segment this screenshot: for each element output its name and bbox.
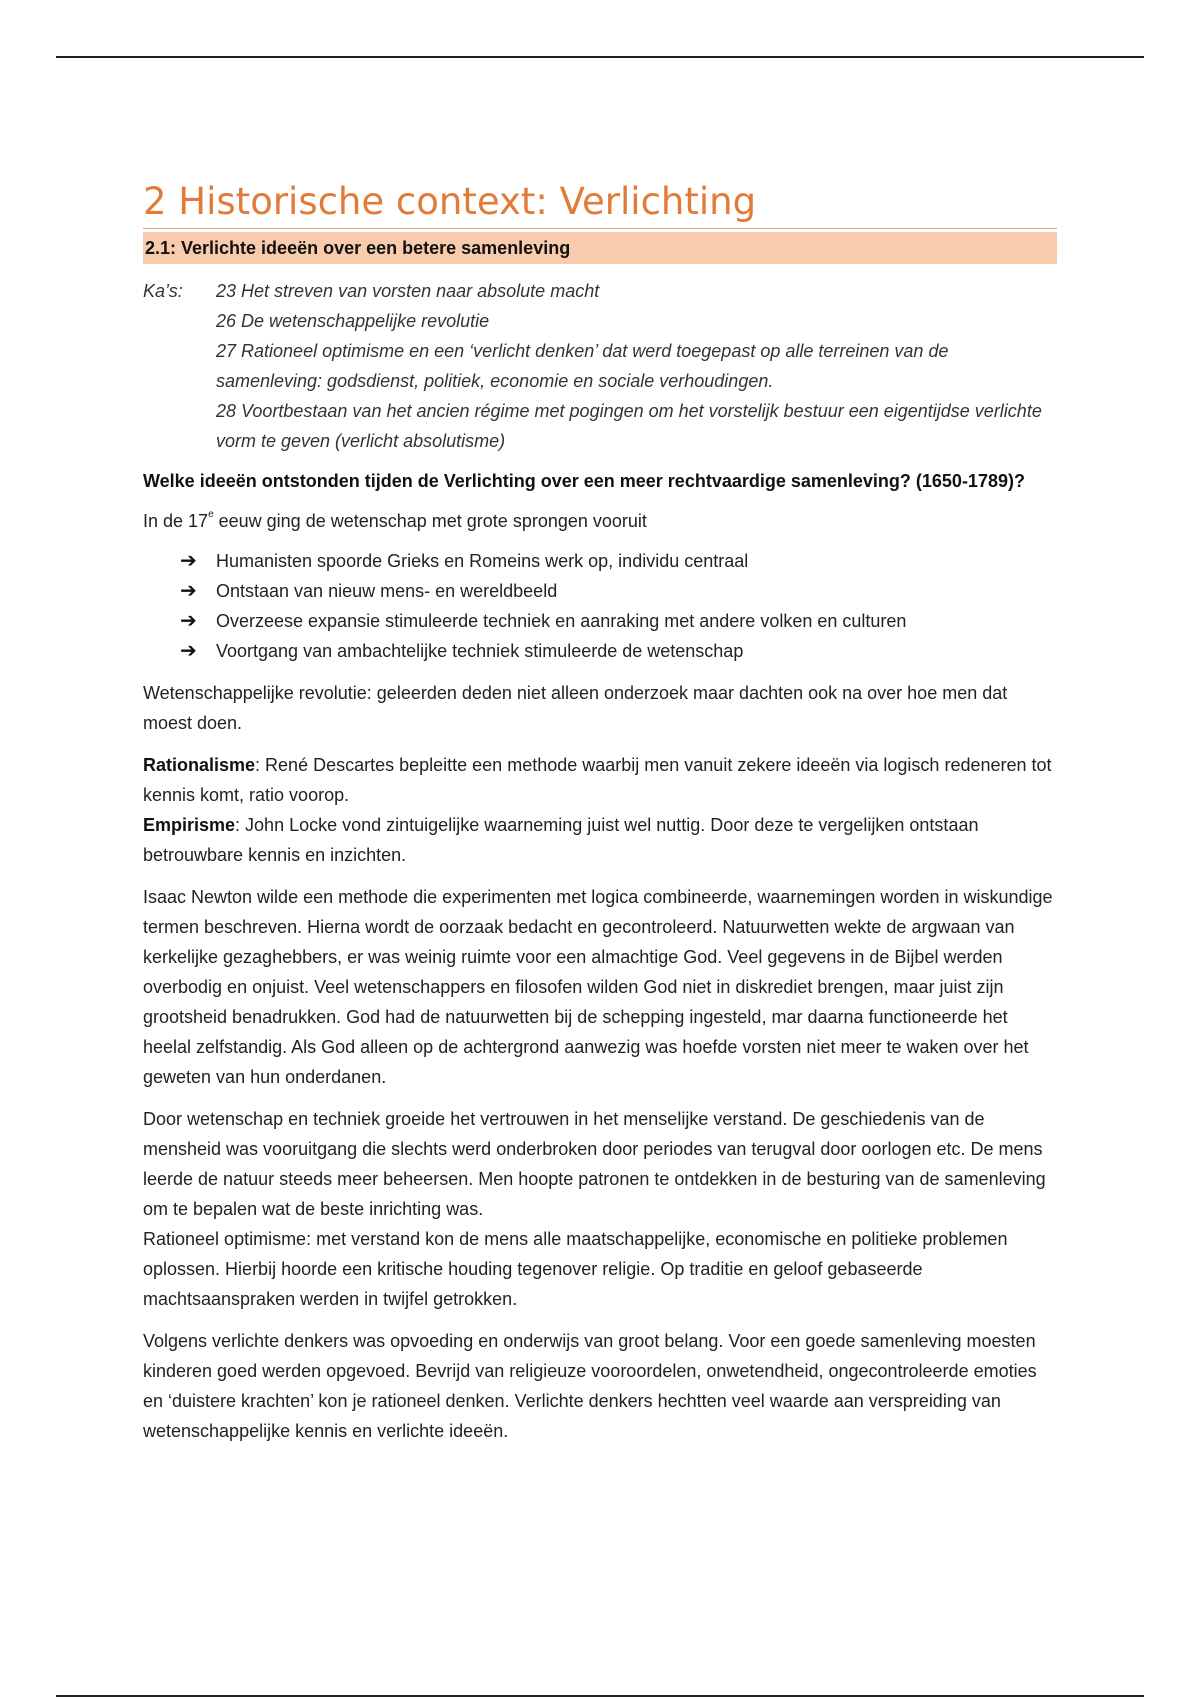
kas-block (143, 276, 1057, 456)
ka-item: 28 Voortbestaan van het ancien régime met pogingen om het vorstelijk bestuur een eigentijdse verlichte vorm te geven (verlicht absolutisme) (216, 401, 1042, 451)
arrow-right-icon: ➔ (180, 640, 197, 662)
list-item (180, 546, 1057, 576)
empirisme-term: Empirisme (143, 815, 236, 835)
page-title: 2 Historische context: Verlichting (143, 178, 1057, 229)
newton-paragraph: Isaac Newton wilde een methode die experimenten met logica combineerde, waarnemingen worden in wiskundige termen beschreven. Hierna wordt de oorzaak bedacht en gecontroleerd. Natuurwetten wekte de argwaan van kerkelijke gezaghebbers, er was weinig ruimte voor een almachtige God. Veel gegevens in de Bijbel werden overbodig en onjuist. Veel wetenschappers en filosofen wilden God niet in diskrediet brengen, maar juist zijn grootsheid benadrukken. God had de natuurwetten bij de schepping ingesteld, mar daarna functioneerde het heelal zelfstandig. Als God alleen op de achtergrond aanwezig was hoefde vorsten niet meer te waken over het geweten van hun onderdanen. (143, 887, 1053, 1087)
header-rule (56, 56, 1144, 58)
list-item-text: Overzeese expansie stimuleerde techniek en aanraking met andere volken en culturen (216, 611, 907, 631)
opvoeding-paragraph: Volgens verlichte denkers was opvoeding en onderwijs van groot belang. Voor een goede samenleving moesten kinderen goed werden opgevoed. Bevrijd van religieuze vooroordelen, onwetendheid, ongecontroleerde emoties en ‘duistere krachten’ kon je rationeel denken. Verlichte denkers hechtten veel waarde aan verspreiding van wetenschappelijke kennis en verlichte ideeën. (143, 1331, 1037, 1441)
list-item (180, 636, 1057, 666)
intro-after: eeuw ging de wetenschap met grote sprongen vooruit (213, 511, 647, 531)
kas-list (216, 276, 1057, 456)
ka-item: 27 Rationeel optimisme en een ‘verlicht denken’ dat werd toegepast op alle terreinen van de samenleving: godsdienst, politiek, economie en sociale verhoudingen. (216, 341, 949, 391)
list-item-text: Ontstaan van nieuw mens- en wereldbeeld (216, 581, 558, 601)
vertrouwen-paragraph: Door wetenschap en techniek groeide het vertrouwen in het menselijke verstand. De geschiedenis van de mensheid was vooruitgang die slechts werd onderbroken door periodes van terugval door oorlogen etc. De mens leerde de natuur steeds meer beheersen. Men hoopte patronen te ontdekken in de besturing van de samenleving om te bepalen wat de beste inrichting was. (143, 1109, 1046, 1219)
arrow-right-icon: ➔ (180, 550, 197, 572)
bullet-list (143, 546, 1057, 666)
intro-paragraph (143, 506, 1057, 536)
list-item-text: Humanisten spoorde Grieks en Romeins werk op, individu centraal (216, 551, 749, 571)
list-item-text: Voortgang van ambachtelijke techniek stimuleerde de wetenschap (216, 641, 744, 661)
revolutie-paragraph: Wetenschappelijke revolutie: geleerden deden niet alleen onderzoek maar dachten ook na over hoe men dat moest doen. (143, 683, 1008, 733)
ka-item: 26 De wetenschappelijke revolutie (216, 311, 490, 331)
footer-rule (56, 1695, 1144, 1697)
main-question: Welke ideeën ontstonden tijden de Verlichting over een meer rechtvaardige samenleving? (1650-1789)? (143, 471, 1025, 491)
document-body (143, 178, 1057, 1446)
optimisme-paragraph: Rationeel optimisme: met verstand kon de mens alle maatschappelijke, economische en politieke problemen oplossen. Hierbij hoorde een kritische houding tegenover religie. Op traditie en geloof gebaseerde machtsaanspraken werden in twijfel getrokken. (143, 1229, 1008, 1309)
section-heading: 2.1: Verlichte ideeën over een betere samenleving (143, 232, 1057, 264)
intro-before: In de 17 (143, 511, 209, 531)
ka-item: 23 Het streven van vorsten naar absolute macht (216, 281, 600, 301)
arrow-right-icon: ➔ (180, 610, 197, 632)
rationalisme-term: Rationalisme (143, 755, 256, 775)
intro-sup: e (208, 509, 214, 520)
rationalisme-paragraph (143, 750, 1057, 810)
empirisme-paragraph (143, 810, 1057, 870)
kas-label: Ka’s: (143, 281, 183, 301)
rationalisme-text: : René Descartes bepleitte een methode waarbij men vanuit zekere ideeën via logisch redeneren tot kennis komt, ratio voorop. (143, 755, 1052, 805)
arrow-right-icon: ➔ (180, 580, 197, 602)
list-item (180, 576, 1057, 606)
list-item (180, 606, 1057, 636)
empirisme-text: : John Locke vond zintuigelijke waarneming juist wel nuttig. Door deze te vergelijken ontstaan betrouwbare kennis en inzichten. (143, 815, 979, 865)
